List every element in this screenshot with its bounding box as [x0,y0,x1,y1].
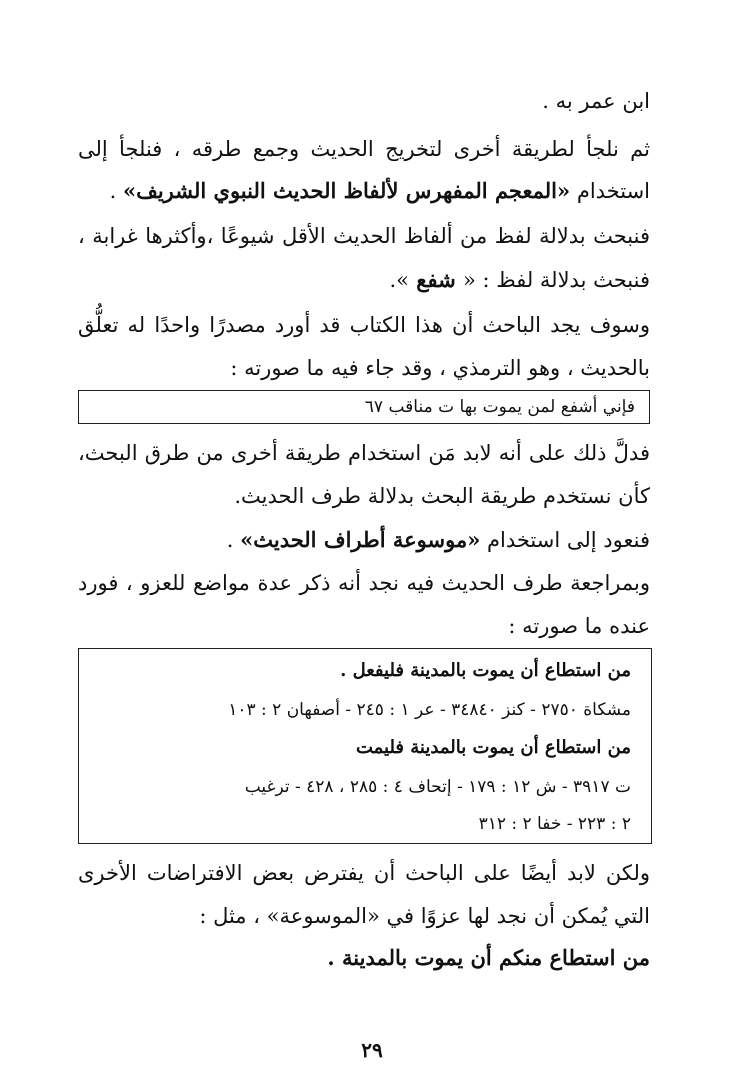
book-title-mujam: «المعجم المفهرس لألفاظ الحديث النبوي الشريف» [122,178,571,203]
text-line-3 [78,176,650,206]
page-number: ٢٩ [361,1038,383,1062]
text-line-10-start: فنعود إلى استخدام [487,528,650,552]
text-line-7: بالحديث ، وهو الترمذي ، وقد جاء فيه ما صورته : [230,356,650,380]
text-line-3-end: . [109,179,117,203]
text-line-9: كأن نستخدم طريقة البحث بدلالة طرف الحديث. [234,484,650,508]
text-line-10-end: . [226,528,234,552]
keyword-shafa: شفع [408,267,464,292]
text-line-1: ابن عمر به . [542,89,650,113]
quote-box-mawsua-line-4: ت ٣٩١٧ - ش ١٢ : ١٧٩ - إتحاف ٤ : ٢٨٥ ، ٤٢٨ - ترغيب [244,777,631,797]
text-line-5-end: ». [389,268,409,292]
quote-box-mawsua-line-3: من استطاع أن يموت بالمدينة فليمت [355,737,631,758]
quote-box-mawsua-line-5: ٢ : ٢٢٣ - خفا ٢ : ٣١٢ [478,814,631,834]
text-line-5 [78,265,650,295]
quote-box-mawsua-line-2: مشكاة ٢٧٥٠ - كنز ٣٤٨٤٠ - عر ١ : ٢٤٥ - أصفهان ٢ : ١٠٣ [228,700,631,720]
text-line-4: فنبحث بدلالة لفظ من ألفاظ الحديث الأقل شيوعًا ،وأكثرها غرابة ، [78,224,650,248]
quote-box-tirmidhi-text: فإني أشفع لمن يموت بها ت مناقب ٦٧ [364,397,635,417]
text-line-2: ثم نلجأ لطريقة أخرى لتخريج الحديث وجمع طرقه ، فنلجأ إلى [78,137,650,161]
text-line-13: ولكن لابد أيضًا على الباحث أن يفترض بعض الافتراضات الأخرى [78,861,650,885]
text-line-14: التي يُمكن أن نجد لها عزوًا في «الموسوعة» ، مثل : [199,904,650,928]
quote-box-tirmidhi [78,390,650,424]
quote-box-mawsua [78,648,652,844]
text-line-10 [78,525,650,555]
text-line-6: وسوف يجد الباحث أن هذا الكتاب قد أورد مصدرًا واحدًا له تعلُّق [78,313,650,337]
quote-box-mawsua-line-1: من استطاع أن يموت بالمدينة فليفعل . [340,660,631,681]
text-line-12: عنده ما صورته : [508,614,650,638]
text-line-8: فدلَّ ذلك على أنه لابد مَن استخدام طريقة أخرى من طرق البحث، [78,441,650,465]
book-title-mawsua: «موسوعة أطراف الحديث» [240,527,481,552]
text-line-11: وبمراجعة طرف الحديث فيه نجد أنه ذكر عدة مواضع للعزو ، فورد [78,571,650,595]
text-line-15: من استطاع منكم أن يموت بالمدينة . [327,945,650,970]
text-line-5-start: فنبحث بدلالة لفظ : « [463,268,650,292]
text-line-3-start: استخدام [576,179,650,203]
